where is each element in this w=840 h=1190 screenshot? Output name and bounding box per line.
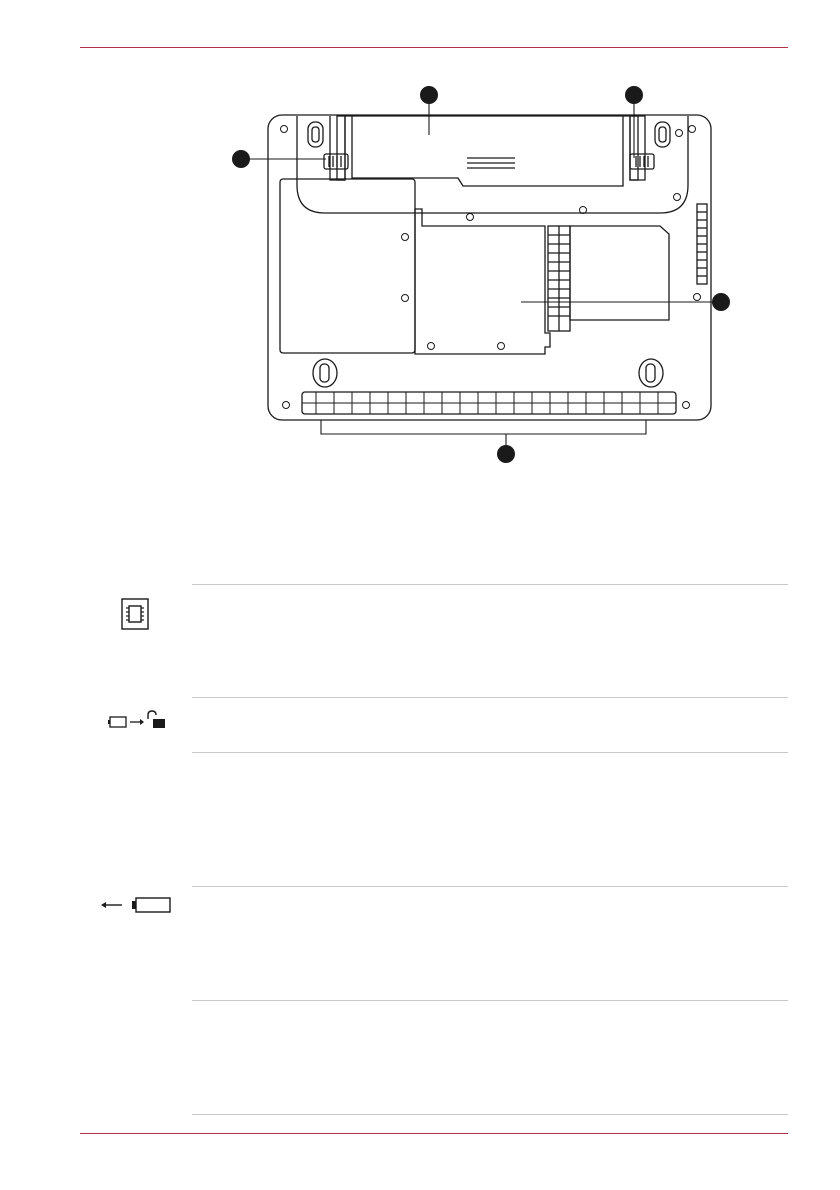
battery-release-lock-icon <box>108 710 166 730</box>
memory-module-cover <box>415 209 550 354</box>
battery-release-arrow-icon <box>100 897 172 913</box>
footer-rule <box>80 1133 788 1134</box>
vent-grille-side <box>697 204 707 284</box>
callout-3 <box>232 150 250 168</box>
table-rule <box>192 886 788 887</box>
callout-1 <box>420 86 438 104</box>
callout-5 <box>497 445 515 463</box>
table-rule <box>192 752 788 753</box>
table-rule <box>192 1114 788 1115</box>
table-rule <box>192 1000 788 1001</box>
battery-pack <box>330 116 645 186</box>
callout-2 <box>625 86 643 104</box>
memory-module-icon <box>120 597 150 631</box>
hdd-cover <box>280 179 415 353</box>
computer-bottom-figure <box>0 0 840 480</box>
vent-grille-mid <box>548 226 570 331</box>
callout-4 <box>712 293 730 311</box>
table-rule <box>192 697 788 698</box>
wireless-cover <box>570 226 669 320</box>
table-rule <box>192 584 788 585</box>
